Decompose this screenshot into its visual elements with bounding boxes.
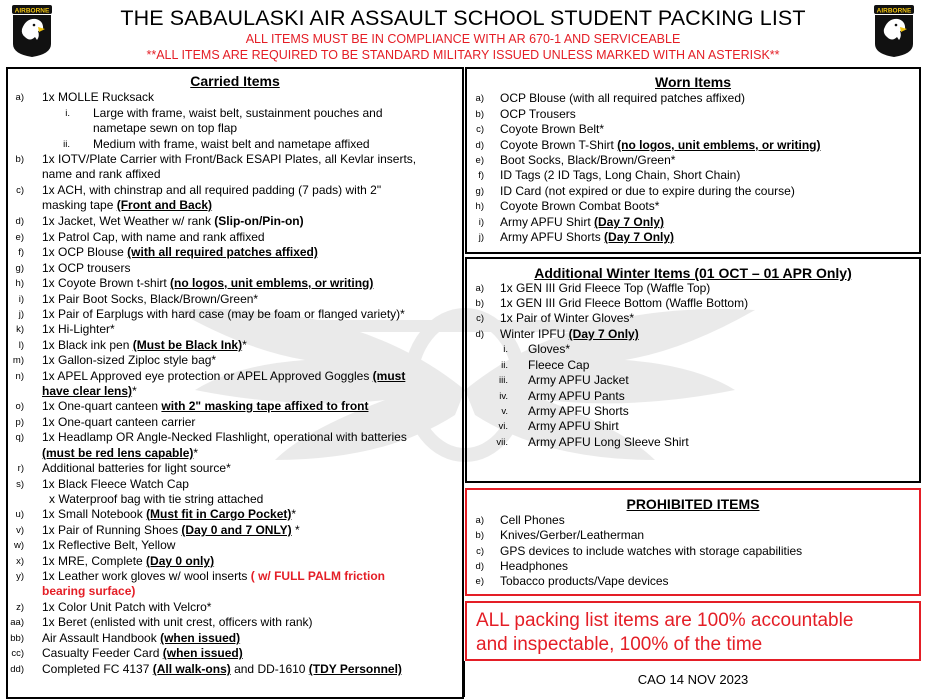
column-divider xyxy=(463,661,465,697)
accountability-notice-line1: ALL packing list items are 100% accountable xyxy=(476,610,854,631)
page-title: THE SABAULASKI AIR ASSAULT SCHOOL STUDENT PACKING LIST xyxy=(120,6,806,30)
svg-text:AIRBORNE: AIRBORNE xyxy=(876,7,912,15)
standard-issue-notice: **ALL ITEMS ARE REQUIRED TO BE STANDARD MILITARY ISSUED UNLESS MARKED WITH AN ASTERISK** xyxy=(146,48,780,62)
compliance-notice: ALL ITEMS MUST BE IN COMPLIANCE WITH AR 670-1 AND SERVICEABLE xyxy=(245,32,681,46)
accountability-notice-box xyxy=(465,601,921,661)
svg-text:AIRBORNE: AIRBORNE xyxy=(14,7,50,15)
prohibited-items-heading: PROHIBITED ITEMS xyxy=(626,496,760,512)
worn-items-heading: Worn Items xyxy=(655,74,731,90)
accountability-notice-line2: and inspectable, 100% of the time xyxy=(476,634,763,655)
winter-items-heading: Additional Winter Items (01 OCT – 01 APR Only) xyxy=(534,265,852,281)
cao-date: CAO 14 NOV 2023 xyxy=(637,672,749,687)
carried-items-heading: Carried Items xyxy=(190,73,280,89)
